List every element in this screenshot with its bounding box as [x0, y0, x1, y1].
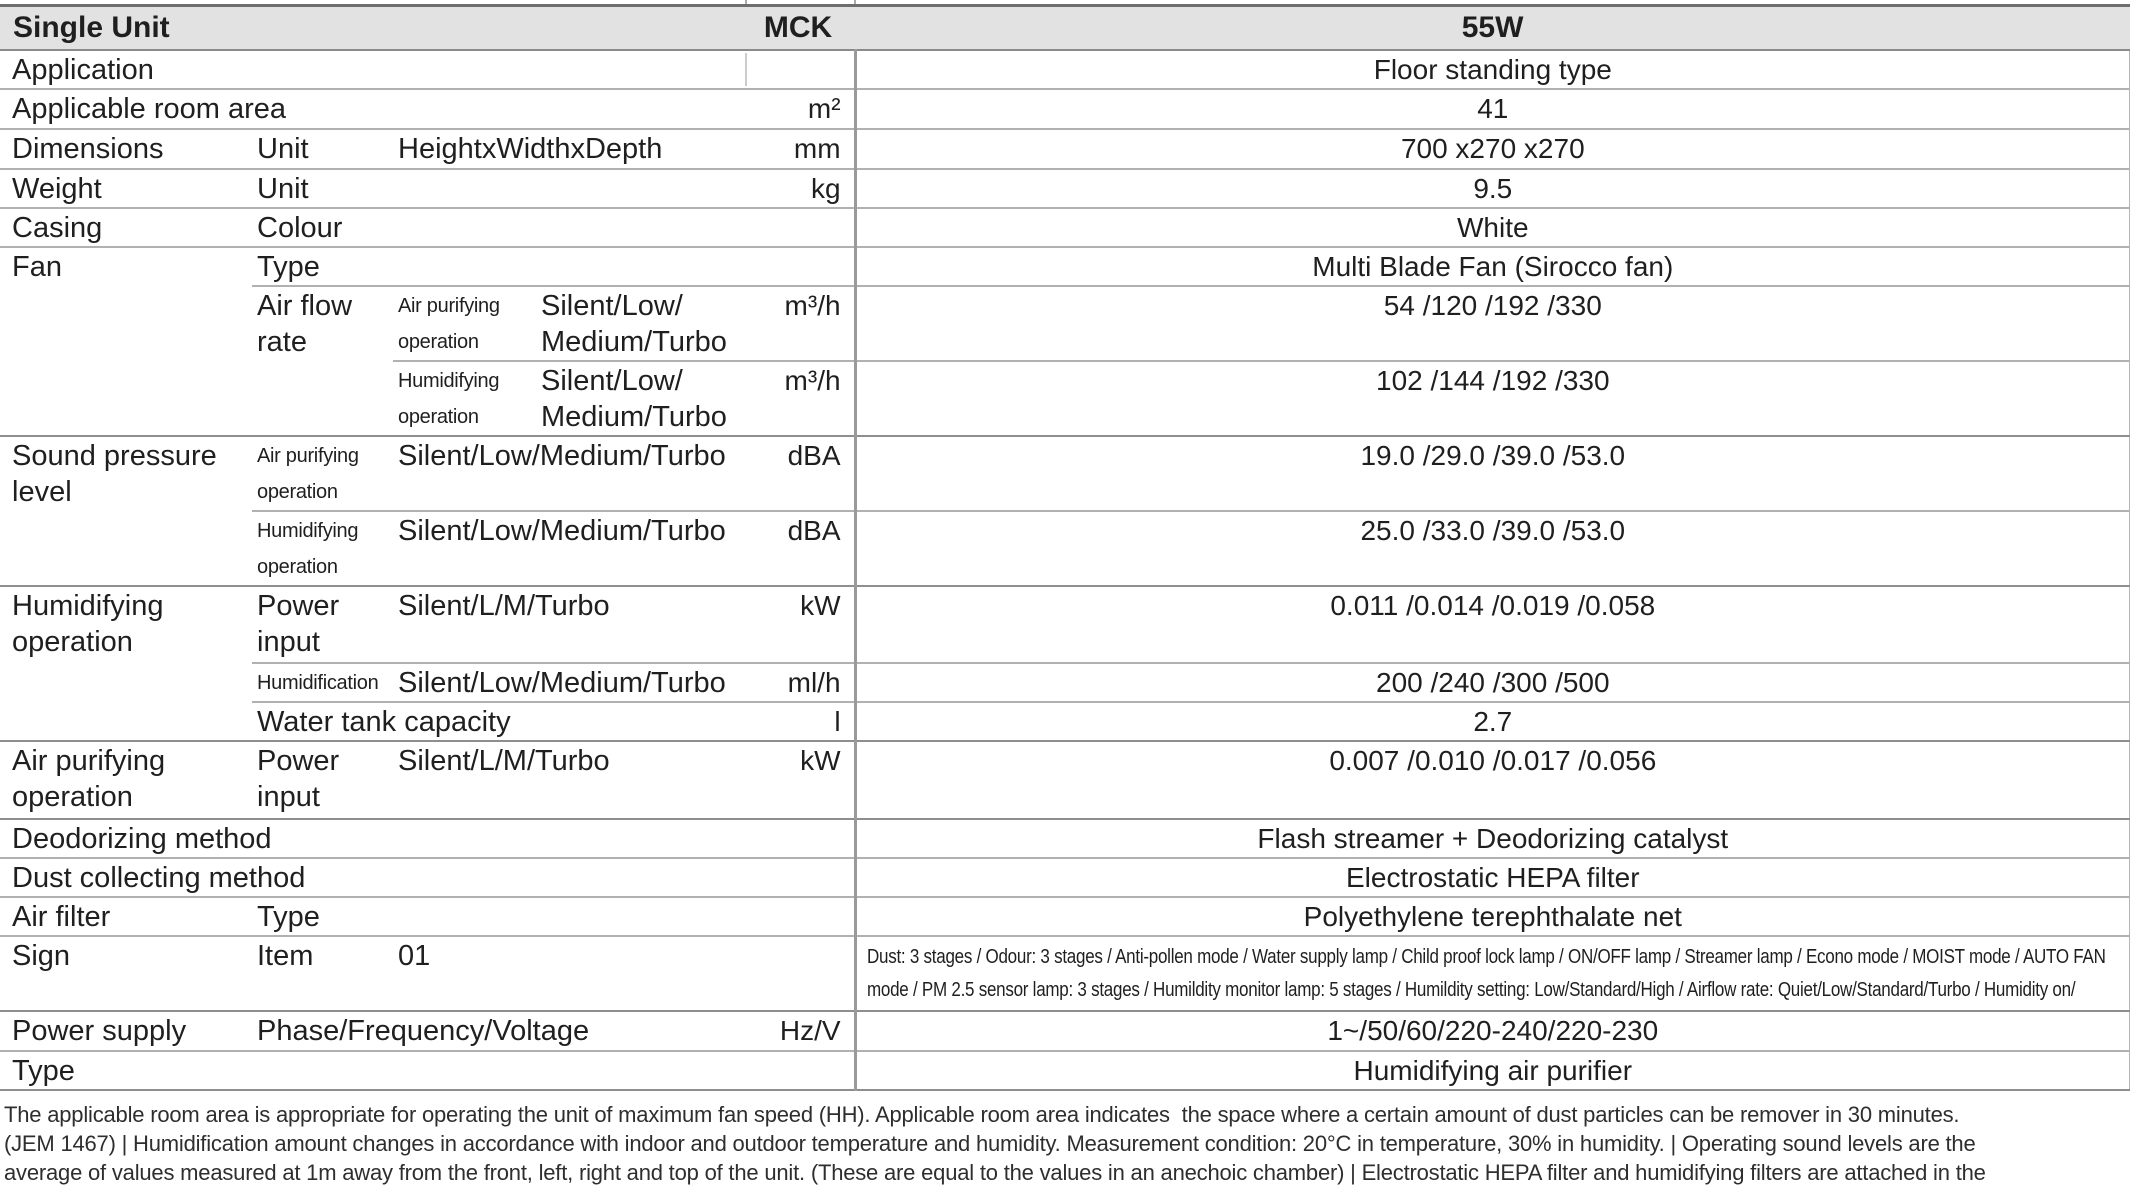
row-deodorizing — [0, 819, 2130, 858]
type-value: Humidifying air purifier — [855, 1051, 2130, 1090]
row-purifying-power — [0, 741, 2130, 819]
row-power-supply — [0, 1011, 2130, 1051]
sign-sub: Item — [252, 936, 393, 1011]
water-tank-sub: Water tank capacity — [252, 702, 741, 741]
dimensions-sub: Unit — [252, 129, 393, 169]
row-humidification — [0, 663, 2130, 702]
sign-value — [855, 936, 2130, 1011]
sound-level-label: Sound pressure level — [0, 436, 252, 586]
desc-line-2: Medium/Turbo — [541, 400, 727, 433]
airflow-humidifying-value: 102 /144 /192 /330 — [855, 361, 2130, 436]
power-supply-label: Power supply — [0, 1011, 252, 1051]
sign-label: Sign — [0, 936, 252, 1011]
purifying-power-value: 0.007 /0.010 /0.017 /0.056 — [855, 741, 2130, 819]
airflow-purifying-value: 54 /120 /192 /330 — [855, 286, 2130, 361]
dust-collecting-value: Electrostatic HEPA filter — [855, 858, 2130, 897]
casing-desc-empty — [393, 208, 741, 247]
humidification-value: 200 /240 /300 /500 — [855, 663, 2130, 702]
row-dimensions — [0, 129, 2130, 169]
sound-purifying-mode: Air purifying operation — [252, 436, 393, 511]
crop-line-stub — [745, 53, 747, 86]
airflow-humidifying-unit: m³/h — [741, 361, 855, 436]
airflow-humidifying-mode: Humidifying operation — [393, 361, 536, 436]
casing-value: White — [855, 208, 2130, 247]
airflow-sub: Air flow rate — [252, 286, 393, 436]
spec-table — [0, 4, 2130, 1091]
deodorizing-value: Flash streamer + Deodorizing catalyst — [855, 819, 2130, 858]
airflow-purifying-desc — [536, 286, 741, 361]
row-casing — [0, 208, 2130, 247]
air-filter-value: Polyethylene terephthalate net — [855, 897, 2130, 936]
sound-humidifying-unit: dBA — [741, 511, 855, 586]
airflow-purifying-unit: m³/h — [741, 286, 855, 361]
airflow-humidifying-desc — [536, 361, 741, 436]
dimensions-desc: HeightxWidthxDepth — [393, 129, 741, 169]
model-prefix: MCK — [741, 6, 855, 50]
deodorizing-label: Deodorizing method — [0, 819, 855, 858]
sound-humidifying-desc: Silent/Low/Medium/Turbo — [393, 511, 741, 586]
sign-value-line-2: mode / PM 2.5 sensor lamp: 3 stages / Humildity monitor lamp: 5 stages / Humildity setting: Low/Standard/High / Airflow rate: Quiet/Low/Standard/Turbo / Humidity on/ — [866, 978, 2075, 1001]
humidifying-power-desc: Silent/L/M/Turbo — [393, 586, 741, 663]
row-sign — [0, 936, 2130, 1011]
purifying-operation-label: Air purifying operation — [0, 741, 252, 819]
power-supply-value: 1~/50/60/220-240/220-230 — [855, 1011, 2130, 1051]
row-sound-purifying — [0, 436, 2130, 511]
table-title: Single Unit — [0, 6, 741, 50]
sound-purifying-unit: dBA — [741, 436, 855, 511]
humidification-mode: Humidification — [252, 663, 393, 702]
row-room-area — [0, 89, 2130, 129]
weight-value: 9.5 — [855, 169, 2130, 208]
model-suffix: 55W — [855, 6, 2130, 50]
row-sound-humidifying — [0, 511, 2130, 586]
power-supply-sub: Phase/Frequency/Voltage — [252, 1011, 741, 1051]
row-type — [0, 1051, 2130, 1090]
row-fan-type — [0, 247, 2130, 286]
airflow-purifying-mode: Air purifying operation — [393, 286, 536, 361]
footnote-line-1: The applicable room area is appropriate for operating the unit of maximum fan speed (HH). Applicable room area indicates the space where a certain amount of dust particles can be remover in 30 minutes. — [4, 1101, 1960, 1127]
row-dust-collecting — [0, 858, 2130, 897]
power-supply-unit: Hz/V — [741, 1011, 855, 1051]
room-area-value: 41 — [855, 89, 2130, 129]
row-application — [0, 50, 2130, 89]
weight-sub: Unit — [252, 169, 393, 208]
purifying-power-unit: kW — [741, 741, 855, 819]
weight-label: Weight — [0, 169, 252, 208]
casing-unit-empty — [741, 208, 855, 247]
desc-line-1: Silent/Low/ — [541, 289, 683, 322]
cropped-row-remnant — [0, 0, 2130, 4]
water-tank-unit: l — [741, 702, 855, 741]
humidifying-operation-label: Humidifying operation — [0, 586, 252, 741]
humidifying-power-sub: Power input — [252, 586, 393, 663]
purifying-power-sub: Power input — [252, 741, 393, 819]
sign-item-no: 01 — [393, 936, 855, 1011]
header-row — [0, 6, 2130, 50]
dimensions-unit: mm — [741, 129, 855, 169]
row-humidifying-power — [0, 586, 2130, 663]
humidifying-power-unit: kW — [741, 586, 855, 663]
row-air-filter — [0, 897, 2130, 936]
humidifying-power-value: 0.011 /0.014 /0.019 /0.058 — [855, 586, 2130, 663]
application-value: Floor standing type — [855, 50, 2130, 89]
weight-unit: kg — [741, 169, 855, 208]
application-label: Application — [0, 50, 855, 89]
room-area-label: Applicable room area — [0, 89, 741, 129]
casing-sub: Colour — [252, 208, 393, 247]
footnote-line-3: average of values measured at 1m away from the front, left, right and top of the unit. (These are equal to the values in an anechoic chamber) | Electrostatic HEPA filter and humidifying filters are attached in the — [4, 1159, 1986, 1185]
humidification-unit: ml/h — [741, 663, 855, 702]
dimensions-value: 700 x270 x270 — [855, 129, 2130, 169]
desc-line-1: Silent/Low/ — [541, 364, 683, 397]
casing-label: Casing — [0, 208, 252, 247]
sound-humidifying-mode: Humidifying operation — [252, 511, 393, 586]
sound-humidifying-value: 25.0 /33.0 /39.0 /53.0 — [855, 511, 2130, 586]
fan-label: Fan — [0, 247, 252, 436]
dust-collecting-label: Dust collecting method — [0, 858, 855, 897]
row-weight — [0, 169, 2130, 208]
sound-purifying-value: 19.0 /29.0 /39.0 /53.0 — [855, 436, 2130, 511]
sound-purifying-desc: Silent/Low/Medium/Turbo — [393, 436, 741, 511]
footnote — [0, 1091, 2130, 1187]
purifying-power-desc: Silent/L/M/Turbo — [393, 741, 741, 819]
air-filter-label: Air filter — [0, 897, 252, 936]
water-tank-value: 2.7 — [855, 702, 2130, 741]
dimensions-label: Dimensions — [0, 129, 252, 169]
crop-line-stub — [854, 0, 856, 4]
fan-type-value: Multi Blade Fan (Sirocco fan) — [855, 247, 2130, 286]
fan-type-sub: Type — [252, 247, 855, 286]
room-area-unit: m² — [741, 89, 855, 129]
humidification-desc: Silent/Low/Medium/Turbo — [393, 663, 741, 702]
row-water-tank — [0, 702, 2130, 741]
desc-line-2: Medium/Turbo — [541, 325, 727, 358]
air-filter-sub: Type — [252, 897, 855, 936]
row-airflow-purifying — [0, 286, 2130, 361]
footnote-line-2: (JEM 1467) | Humidification amount changes in accordance with indoor and outdoor temperature and humidity. Measurement condition: 20°C in temperature, 30% in humidity. | Operating sound levels are the — [4, 1130, 1976, 1156]
weight-desc-empty — [393, 169, 741, 208]
type-label: Type — [0, 1051, 855, 1090]
crop-line-stub — [745, 0, 747, 4]
sign-value-line-1: Dust: 3 stages / Odour: 3 stages / Anti-pollen mode / Water supply lamp / Child proof lock lamp / ON/OFF lamp / Streamer lamp / Econo mode / MOIST mode / AUTO FAN — [866, 945, 2106, 968]
